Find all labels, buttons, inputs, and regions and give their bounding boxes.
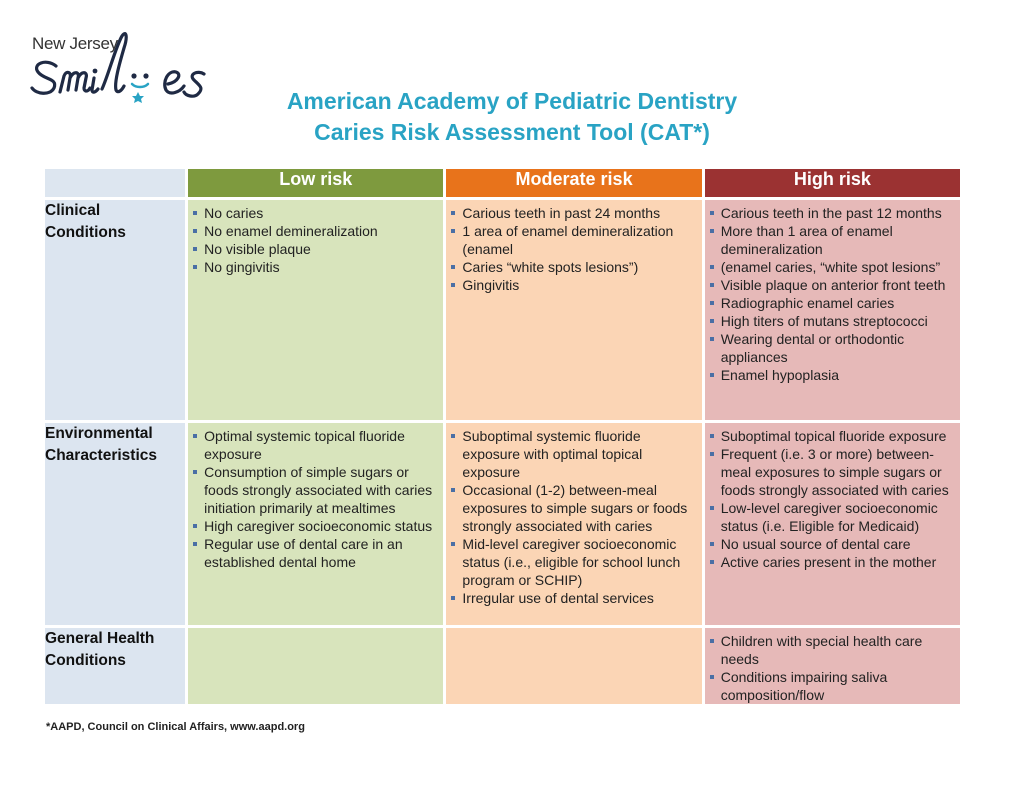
list-item: No usual source of dental care bbox=[721, 535, 956, 553]
high-list bbox=[705, 423, 960, 571]
header-blank-cell bbox=[45, 169, 185, 197]
title-line-1: American Academy of Pediatric Dentistry bbox=[286, 88, 738, 114]
list-item: Active caries present in the mother bbox=[721, 553, 956, 571]
page-title bbox=[0, 86, 1024, 148]
list-item: Low-level caregiver socioeconomic status (i.e. Eligible for Medicaid) bbox=[721, 499, 956, 535]
list-item: Children with special health care needs bbox=[721, 632, 956, 668]
moderate-list bbox=[446, 423, 701, 607]
cell-general-health-low bbox=[188, 628, 443, 704]
high-list bbox=[705, 200, 960, 384]
row-label-clinical: Clinical Conditions bbox=[45, 200, 185, 420]
list-item: Enamel hypoplasia bbox=[721, 366, 956, 384]
list-item: Visible plaque on anterior front teeth bbox=[721, 276, 956, 294]
list-item: Conditions impairing saliva composition/flow bbox=[721, 668, 956, 704]
list-item: Irregular use of dental services bbox=[462, 589, 697, 607]
cell-general-health-high bbox=[705, 628, 960, 704]
list-item: Suboptimal topical fluoride exposure bbox=[721, 427, 956, 445]
table-header-row bbox=[45, 169, 960, 197]
footnote: *AAPD, Council on Clinical Affairs, www.aapd.org bbox=[46, 721, 305, 733]
low-risk-header: Low risk bbox=[188, 169, 443, 197]
caries-risk-table bbox=[42, 166, 963, 707]
list-item: Occasional (1-2) between-meal exposures to simple sugars or foods strongly associated with caries bbox=[462, 481, 697, 535]
list-item: No enamel demineralization bbox=[204, 222, 439, 240]
list-item: Frequent (i.e. 3 or more) between-meal exposures to simple sugars or foods strongly associated with caries bbox=[721, 445, 956, 499]
high-risk-header: High risk bbox=[705, 169, 960, 197]
cell-clinical-low bbox=[188, 200, 443, 420]
cell-clinical-high bbox=[705, 200, 960, 420]
list-item: Mid-level caregiver socioeconomic status (i.e., eligible for school lunch program or SCHIP) bbox=[462, 535, 697, 589]
list-item: High titers of mutans streptococci bbox=[721, 312, 956, 330]
logo-top-text: New Jersey bbox=[32, 34, 118, 53]
table-row bbox=[45, 200, 960, 420]
list-item: Carious teeth in the past 12 months bbox=[721, 204, 956, 222]
list-item: 1 area of enamel demineralization (enamel bbox=[462, 222, 697, 258]
high-list bbox=[705, 628, 960, 704]
list-item: Carious teeth in past 24 months bbox=[462, 204, 697, 222]
list-item: Consumption of simple sugars or foods strongly associated with caries initiation primarily at mealtimes bbox=[204, 463, 439, 517]
table-row bbox=[45, 628, 960, 704]
cell-general-health-moderate bbox=[446, 628, 701, 704]
list-item: High caregiver socioeconomic status bbox=[204, 517, 439, 535]
title-line-2: Caries Risk Assessment Tool (CAT*) bbox=[314, 119, 710, 145]
list-item: Optimal systemic topical fluoride exposure bbox=[204, 427, 439, 463]
row-label-environmental: Environmental Characteristics bbox=[45, 423, 185, 625]
list-item: Regular use of dental care in an established dental home bbox=[204, 535, 439, 571]
cell-environmental-high bbox=[705, 423, 960, 625]
cell-environmental-moderate bbox=[446, 423, 701, 625]
list-item: Suboptimal systemic fluoride exposure with optimal topical exposure bbox=[462, 427, 697, 481]
list-item: No gingivitis bbox=[204, 258, 439, 276]
list-item: (enamel caries, “white spot lesions” bbox=[721, 258, 956, 276]
low-list bbox=[188, 423, 443, 571]
list-item: No visible plaque bbox=[204, 240, 439, 258]
list-item: No caries bbox=[204, 204, 439, 222]
row-label-general-health: General Health Conditions bbox=[45, 628, 185, 704]
list-item: Gingivitis bbox=[462, 276, 697, 294]
list-item: Radiographic enamel caries bbox=[721, 294, 956, 312]
moderate-risk-header: Moderate risk bbox=[446, 169, 701, 197]
low-list bbox=[188, 200, 443, 276]
list-item: More than 1 area of enamel demineralization bbox=[721, 222, 956, 258]
table-row bbox=[45, 423, 960, 625]
moderate-list bbox=[446, 200, 701, 294]
cell-environmental-low bbox=[188, 423, 443, 625]
list-item: Caries “white spots lesions”) bbox=[462, 258, 697, 276]
cell-clinical-moderate bbox=[446, 200, 701, 420]
list-item: Wearing dental or orthodontic appliances bbox=[721, 330, 956, 366]
